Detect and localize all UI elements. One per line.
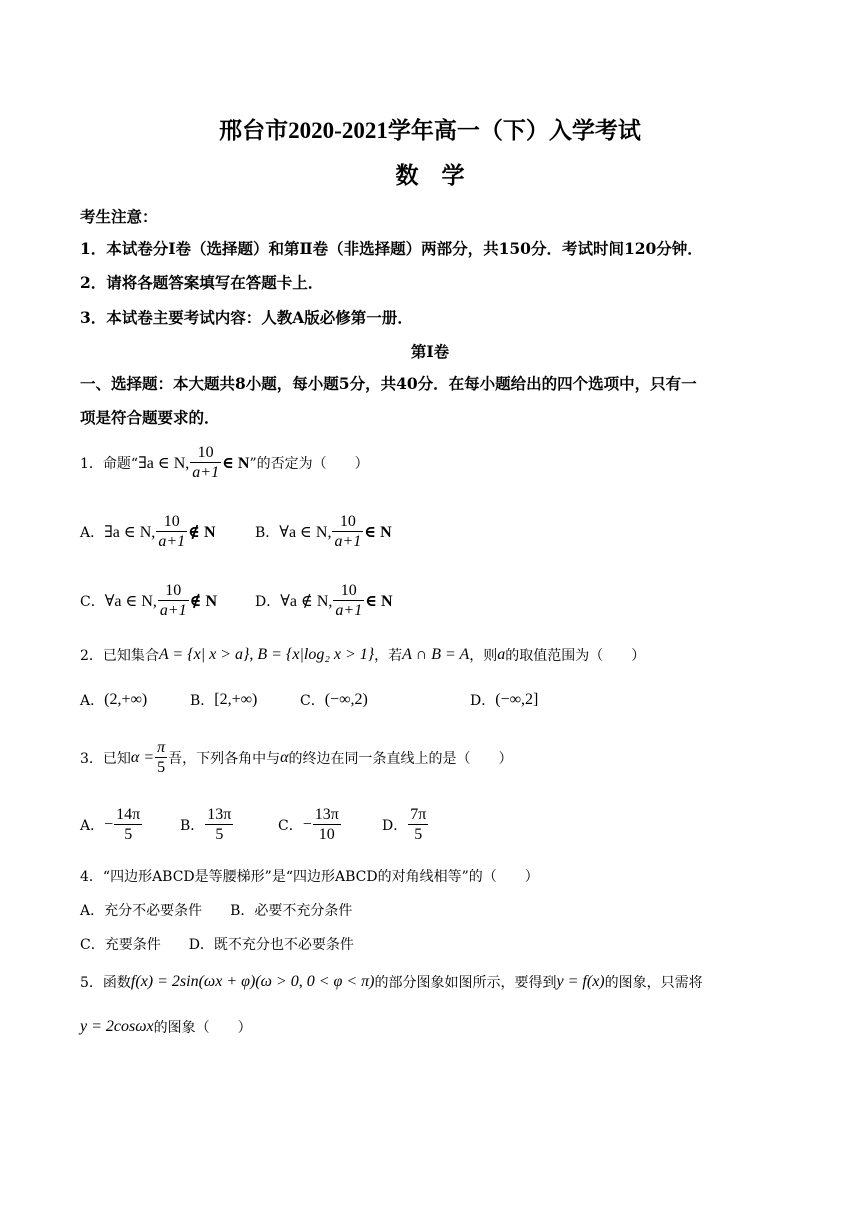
- option-lead: ∀a ∈ N,: [104, 592, 157, 610]
- section-intro-line2: 项是符合题要求的．: [80, 408, 220, 427]
- option-numerator: 13π: [207, 806, 232, 823]
- q3-suffix2: 的终边在同一条直线上的是（ ）: [288, 750, 513, 767]
- option-sign: −: [104, 815, 114, 833]
- option-sign: −: [302, 815, 312, 833]
- option-numerator: 13π: [314, 806, 339, 823]
- option-numerator: 10: [158, 581, 189, 601]
- q3-alpha: α: [280, 748, 289, 766]
- question-5-stem: [80, 972, 703, 992]
- q5-line2-math: y = 2cosωx: [80, 1018, 154, 1035]
- question-3-stem: [80, 738, 513, 777]
- option-denominator: 5: [414, 826, 423, 843]
- q1-suffix: ”的否定为（ ）: [249, 455, 369, 472]
- option-tail: ∈ N: [364, 523, 392, 541]
- q2-suffix: 的取值范围为（ ）: [505, 648, 646, 664]
- option-lead: ∀a ∈ N,: [279, 523, 332, 541]
- q4-options-line1: A．充分不必要条件 B．必要不充分条件: [80, 903, 353, 919]
- option-lead: ∀a ∉ N,: [280, 592, 333, 610]
- q1-numerator: 10: [190, 443, 221, 463]
- q5-function: f(x) = 2sin(ωx + φ)(ω > 0, 0 < φ < π): [130, 973, 375, 990]
- q2-option-d: [470, 690, 538, 710]
- question-1-stem: [80, 443, 369, 482]
- question-2-stem: [80, 645, 645, 665]
- option-value: [2,+∞): [214, 691, 258, 708]
- notice-item-1: 1．本试卷分Ⅰ卷（选择题）和第Ⅱ卷（非选择题）两部分，共150分．考试时间120分钟．: [80, 239, 703, 258]
- option-numerator: 14π: [116, 806, 141, 823]
- q2-mid2: ，则: [469, 648, 498, 664]
- option-label: A．: [80, 693, 105, 709]
- section-intro-line1: 一、选择题：本大题共8小题，每小题5分，共40分．在每小题给出的四个选项中，只有一: [80, 374, 697, 393]
- option-label: B．: [180, 817, 205, 834]
- option-value: (2,+∞): [104, 691, 148, 708]
- q3-lead: α =: [130, 748, 155, 766]
- notice-item-2: 2．请将各题答案填写在答题卡上．: [80, 273, 324, 292]
- option-numerator: 10: [156, 512, 187, 532]
- q3-prefix: 3．已知: [80, 750, 131, 767]
- option-numerator: 10: [333, 581, 364, 601]
- option-lead: ∃a ∈ N,: [104, 523, 156, 541]
- q3-numerator: π: [157, 739, 166, 756]
- q3-option-c: [278, 805, 342, 844]
- option-denominator: 5: [124, 826, 133, 843]
- q1-lead: ∃a ∈ N,: [138, 454, 190, 472]
- option-tail: ∈ N: [365, 592, 393, 610]
- q1-option-c: [80, 581, 217, 620]
- option-numerator: 10: [332, 512, 363, 532]
- option-tail: ∉ N: [189, 592, 218, 610]
- option-denominator: 5: [215, 826, 224, 843]
- q2-var: a: [497, 646, 506, 663]
- option-fraction: [313, 805, 341, 844]
- volume-heading: 第Ⅰ卷: [410, 342, 450, 361]
- option-label: A．: [80, 524, 105, 541]
- q2-prefix: 2．已知集合: [80, 648, 159, 664]
- option-fraction: [332, 512, 363, 551]
- q5-prefix: 5．函数: [80, 975, 131, 991]
- option-fraction: [158, 581, 189, 620]
- q2-option-a: [80, 690, 147, 710]
- exam-title: 邢台市2020-2021学年高一（下）入学考试: [219, 118, 641, 143]
- option-denominator: a+1: [158, 533, 186, 550]
- option-label: C．: [80, 593, 105, 610]
- q3-fraction: [155, 738, 167, 777]
- option-tail: ∉ N: [188, 523, 216, 541]
- option-label: B．: [190, 693, 215, 709]
- option-denominator: a+1: [159, 602, 187, 619]
- subject-title: 数 学: [395, 163, 465, 188]
- q3-option-d: [382, 805, 429, 844]
- q1-denominator: a+1: [192, 464, 220, 481]
- q2-sets: A = {x| x > a}, B = {x|log₂ x > 1}: [158, 646, 375, 663]
- option-label: C．: [278, 817, 303, 834]
- q1-option-b: [255, 512, 392, 551]
- q1-option-d: [255, 581, 393, 620]
- option-label: D．: [470, 693, 496, 709]
- q2-mid: ，若: [374, 648, 403, 664]
- q2-option-c: [300, 690, 368, 710]
- q1-tail: ∈ N: [222, 454, 250, 472]
- q3-suffix1: 吾，下列各角中与: [168, 750, 281, 767]
- q1-fraction: [190, 443, 221, 482]
- option-label: A．: [80, 817, 105, 834]
- option-denominator: a+1: [334, 533, 362, 550]
- option-fraction: [205, 805, 233, 844]
- question-4-stem: 4．“四边形ABCD是等腰梯形”是“四边形ABCD的对角线相等”的（ ）: [80, 869, 539, 885]
- option-denominator: a+1: [335, 602, 363, 619]
- q2-condition: A ∩ B = A: [402, 646, 470, 663]
- q3-option-a: [80, 805, 143, 844]
- notice-heading: 考生注意：: [80, 207, 158, 226]
- question-5-line2: [80, 1017, 252, 1037]
- option-label: B．: [255, 524, 280, 541]
- option-fraction: [156, 512, 187, 551]
- option-denominator: 10: [318, 826, 335, 843]
- option-fraction: [408, 805, 428, 844]
- option-value: (−∞,2): [324, 691, 368, 708]
- option-label: D．: [255, 593, 281, 610]
- option-fraction: [333, 581, 364, 620]
- q5-mid: 的部分图象如图所示，要得到: [374, 975, 557, 991]
- q2-option-b: [190, 690, 257, 710]
- option-value: (−∞,2]: [495, 691, 539, 708]
- option-fraction: [114, 805, 142, 844]
- q5-target: y = f(x): [556, 973, 605, 990]
- q1-option-a: [80, 512, 216, 551]
- option-label: C．: [300, 693, 325, 709]
- q1-prefix: 1．命题“: [80, 455, 139, 472]
- notice-item-3: 3．本试卷主要考试内容：人教A版必修第一册．: [80, 308, 413, 327]
- option-label: D．: [382, 817, 408, 834]
- q4-options-line2: C．充要条件 D．既不充分也不必要条件: [80, 937, 354, 953]
- q3-option-b: [180, 805, 234, 844]
- q3-denominator: 5: [157, 759, 166, 776]
- q5-line2-suffix: 的图象（ ）: [153, 1020, 252, 1036]
- option-numerator: 7π: [410, 806, 427, 823]
- q5-suffix: 的图象，只需将: [604, 975, 703, 991]
